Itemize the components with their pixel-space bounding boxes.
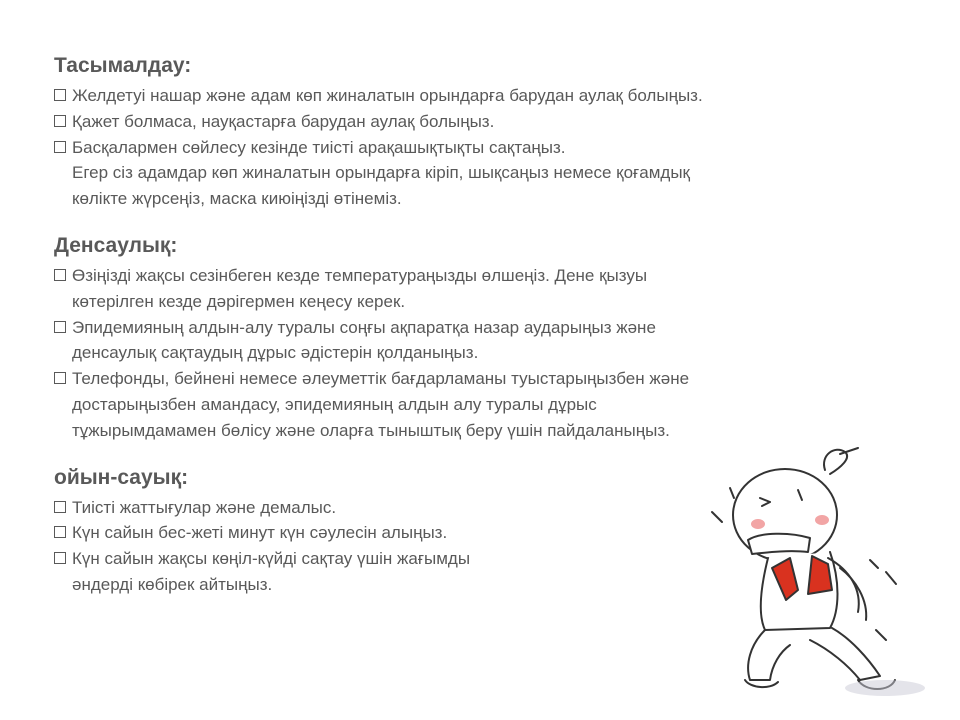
list-item <box>54 315 914 367</box>
section-heading: Тасымалдау: <box>54 54 192 77</box>
item-text: Желдетуі нашар және адам көп жиналатын орындарға барудан аулақ болыңыз. <box>72 86 703 105</box>
checkbox-bullet-icon <box>54 141 66 153</box>
checkbox-bullet-icon <box>54 269 66 281</box>
section-heading: ойын-сауық: <box>54 465 189 489</box>
item-text: Күн сайын бес-жеті минут күн сәулесін алыңыз. <box>72 523 448 543</box>
item-text: Эпидемияның алдын-алу туралы соңғы ақпаратқа назар аударыңыз және денсаулық сақтаудың дұрыс әдістерін қолданыңыз. <box>72 317 656 363</box>
list-item <box>54 366 914 443</box>
checkbox-bullet-icon <box>54 501 66 513</box>
item-text: Тиісті жаттығулар және демалыс. <box>72 497 337 517</box>
checkbox-bullet-icon <box>54 372 66 384</box>
item-text: Қажет болмаса, науқастарға барудан аулақ болыңыз. <box>72 111 495 131</box>
list-item <box>54 135 914 161</box>
checkbox-bullet-icon <box>54 115 66 127</box>
list-item <box>54 263 914 315</box>
item-text: Телефонды, бейнені немесе әлеуметтік бағдарламаны туыстарыңызбен және достарыңызбен амандасу, эпидемияның алдын алу туралы дұрыс тұжырымдамамен бөлісу және оларға тыныштық беру үшін пайдаланыңыз. <box>72 369 690 440</box>
checkbox-bullet-icon <box>54 321 66 333</box>
section-note: Егер сіз адамдар көп жиналатын орындарға кіріп, шықсаңыз немесе қоғамдық көлікте жүрсеңіз, маска киюіңізді өтінеміз. <box>72 163 690 209</box>
checkbox-bullet-icon <box>54 552 66 564</box>
checkbox-bullet-icon <box>54 89 66 101</box>
section-transport <box>54 52 914 212</box>
list-item <box>54 83 914 109</box>
item-text: Басқалармен сөйлесу кезінде тиісті арақашықтықты сақтаңыз. <box>72 137 566 157</box>
section-health <box>54 232 914 444</box>
checkbox-bullet-icon <box>54 526 66 538</box>
item-text: Күн сайын жақсы көңіл-күйді сақтау үшін жағымды әндерді көбірек айтыңыз. <box>72 549 471 594</box>
section-heading: Денсаулық: <box>54 233 178 257</box>
item-text: Өзіңізді жақсы сезінбеген кезде температураңызды өлшеңіз. Дене қызуы көтерілген кезде дәрігермен кеңесу керек. <box>72 265 648 311</box>
list-item <box>54 109 914 135</box>
coughing-character-illustration <box>690 440 940 700</box>
